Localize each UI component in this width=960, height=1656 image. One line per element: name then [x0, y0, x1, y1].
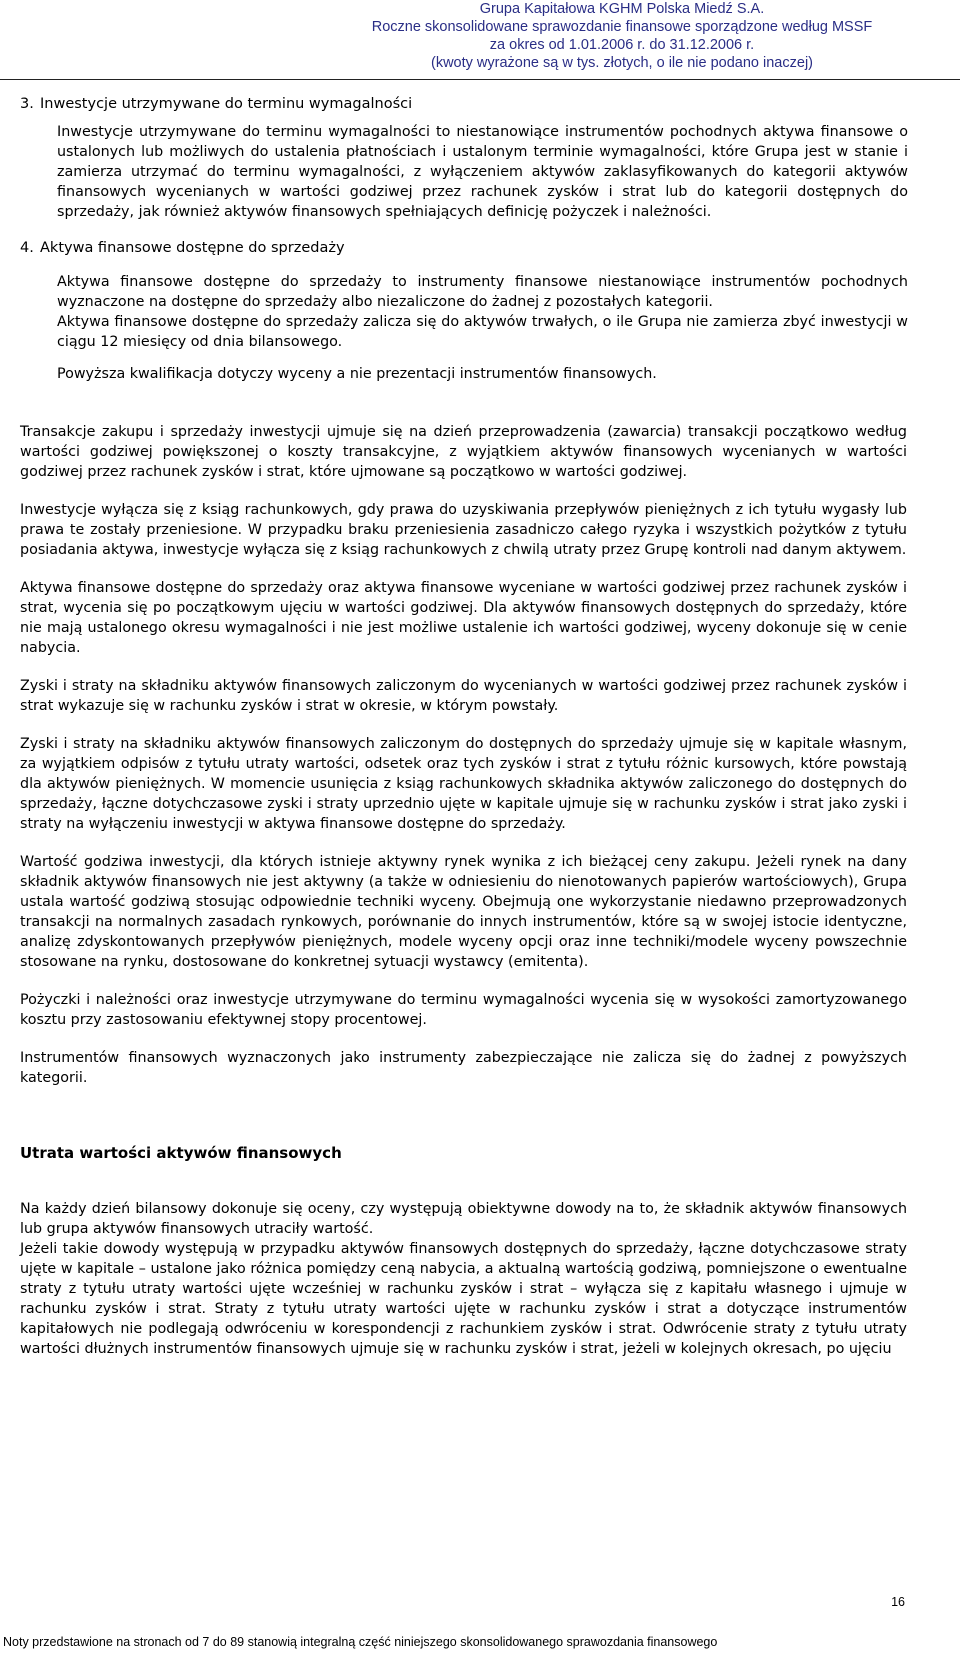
paragraph: Aktywa finansowe dostępne do sprzedaży oraz aktywa finansowe wyceniane w wartości godziwej przez rachunek zysków i strat, wycenia się po początkowym ujęciu w wartości godziwej. Dla aktywów finansowych dostępnych do sprzedaży, które nie mają ustalonego okresu wymagalności i nie jest możliwe ustalenie ich wartości godziwej, wyceny dokonuje się w cenie nabycia. — [20, 580, 907, 656]
section-title: Inwestycje utrzymywane do terminu wymagalności — [40, 96, 413, 112]
footer-note: Noty przedstawione na stronach od 7 do 89 stanowią integralną część niniejszego skonsolidowanego sprawozdania finansowego — [3, 1635, 718, 1649]
header-period: za okres od 1.01.2006 r. do 31.12.2006 r. — [489, 37, 755, 53]
paragraph: Wartość godziwa inwestycji, dla których istnieje aktywny rynek wynika z ich bieżącej ceny zakupu. Jeżeli rynek na dany składnik aktywów finansowych nie jest aktywny (a także w odniesieniu do nienotowanych papierów wartościowych), Grupa ustala wartość godziwą stosując odpowiednie techniki wyceny. Obejmują one wykorzystanie niedawno przeprowadzonych transakcji na normalnych zasadach rynkowych, porównanie do innych instrumentów, które są w swojej istocie identyczne, analizę zdyskontowanych przepływów pieniężnych, modele wyceny opcji oraz inne techniki/modele wyceny powszechnie stosowane na rynku, dostosowane do konkretnej sytuacji wystawcy (emitenta). — [20, 854, 907, 970]
paragraph: Instrumentów finansowych wyznaczonych jako instrumenty zabezpieczające nie zalicza się do żadnej z powyższych kategorii. — [20, 1050, 907, 1086]
page-content — [0, 90, 960, 1359]
paragraph: Inwestycje wyłącza się z ksiąg rachunkowych, gdy prawa do uzyskiwania przepływów pieniężnych z ich tytułu wygasły lub prawa te zostały przeniesione. W przypadku braku przeniesienia zasadniczo całego ryzyka i wszystkich pożytków z tytułu posiadania aktywa, inwestycje wyłącza się z ksiąg rachunkowych z chwilą utraty przez Grupę kontroli nad danym aktywem. — [20, 502, 907, 558]
impairment-body — [20, 1199, 907, 1359]
paragraph: Zyski i straty na składniku aktywów finansowych zaliczonym do dostępnych do sprzedaży ujmuje się w kapitale własnym, za wyjątkiem odpisów z tytułu utraty wartości, odsetek oraz tych zysków i strat z tytułu różnic kursowych, które powstają dla aktywów pieniężnych. W momencie usunięcia z ksiąg rachunkowych składnika aktywów zaliczonego do dostępnych do sprzedaży, łączne dotychczasowe zyski i straty uprzednio ujęte w kapitale ujmuje się w rachunku zysków i strat jako zyski i straty na wyłączeniu inwestycji w aktywa finansowe dostępne do sprzedaży. — [20, 736, 907, 832]
header-units-note: (kwoty wyrażone są w tys. złotych, o ile nie podano inaczej) — [430, 55, 813, 71]
header-report-title: Roczne skonsolidowane sprawozdanie finansowe sporządzone według MSSF — [371, 19, 873, 35]
section-number: 4. — [20, 240, 34, 256]
paragraph: Pożyczki i należności oraz inwestycje utrzymywane do terminu wymagalności wycenia się w wysokości zamortyzowanego kosztu przy zastosowaniu efektywnej stopy procentowej. — [20, 992, 907, 1028]
paragraph: Powyższa kwalifikacja dotyczy wyceny a nie prezentacji instrumentów finansowych. — [57, 366, 657, 382]
impairment-heading: Utrata wartości aktywów finansowych — [20, 1144, 342, 1162]
body-text — [20, 422, 907, 1088]
section-heading-4 — [0, 238, 960, 258]
paragraph: Aktywa finansowe dostępne do sprzedaży zalicza się do aktywów trwałych, o ile Grupa nie zamierza zbyć inwestycji w ciągu 12 miesięcy od dnia bilansowego. — [57, 314, 908, 350]
section-body-4 — [57, 272, 908, 384]
document-header — [342, 0, 902, 72]
paragraph: Transakcje zakupu i sprzedaży inwestycji ujmuje się na dzień przeprowadzenia (zawarcia) transakcji początkowo według wartości godziwej powiększonej o koszty transakcyjne, z wyjątkiem aktywów finansowych wycenianych w wartości godziwej przez rachunek zysków i strat, które ujmowane są początkowo w wartości godziwej. — [20, 424, 907, 480]
page-number: 16 — [891, 1595, 905, 1609]
paragraph: Inwestycje utrzymywane do terminu wymagalności to niestanowiące instrumentów pochodnych aktywa finansowe o ustalonych lub możliwych do ustalenia płatnościach i ustalonym terminie wymagalności, które Grupa jest w stanie i zamierza utrzymać do terminu wymagalności, z wyłączeniem aktywów zaklasyfikowanych do kategorii aktywów finansowych wycenianych w wartości godziwej przez rachunek zysków i strat lub do kategorii dostępnych do sprzedaży, jak również aktywów finansowych spełniających definicję pożyczek i należności. — [57, 124, 908, 220]
section-title: Aktywa finansowe dostępne do sprzedaży — [40, 240, 345, 256]
paragraph: Zyski i straty na składniku aktywów finansowych zaliczonym do wycenianych w wartości godziwej przez rachunek zysków i strat wykazuje się w rachunku zysków i strat w okresie, w którym powstały. — [20, 678, 907, 714]
paragraph: Jeżeli takie dowody występują w przypadku aktywów finansowych dostępnych do sprzedaży, łączne dotychczasowe straty ujęte w kapitale – ustalone jako różnica pomiędzy ceną nabycia, a aktualną wartością godziwą, pomniejszone o ewentualne straty z tytułu utraty wartości ujęte wcześniej w rachunku zysków i strat – wyłącza się z kapitału własnego i ujmuje w rachunku zysków i strat. Straty z tytułu utraty wartości ujęte w rachunku zysków i strat a dotyczące instrumentów kapitałowych nie podlegają odwróceniu w korespondencji z rachunkiem zysków i strat. Odwrócenie straty z tytułu utraty wartości dłużnych instrumentów finansowych ujmuje się w rachunku zysków i strat, jeżeli w kolejnych okresach, po ujęciu — [20, 1241, 907, 1357]
page-footer — [0, 1595, 960, 1655]
paragraph: Aktywa finansowe dostępne do sprzedaży to instrumenty finansowe niestanowiące instrumentów pochodnych wyznaczone na dostępne do sprzedaży albo niezaliczone do żadnej z pozostałych kategorii. — [57, 274, 908, 310]
section-heading-3 — [0, 94, 960, 114]
header-divider — [0, 79, 960, 80]
section-body-3 — [57, 122, 908, 222]
header-company: Grupa Kapitałowa KGHM Polska Miedź S.A. — [479, 1, 765, 17]
paragraph: Na każdy dzień bilansowy dokonuje się oceny, czy występują obiektywne dowody na to, że składnik aktywów finansowych lub grupa aktywów finansowych utraciły wartość. — [20, 1201, 907, 1237]
section-number: 3. — [20, 96, 34, 112]
